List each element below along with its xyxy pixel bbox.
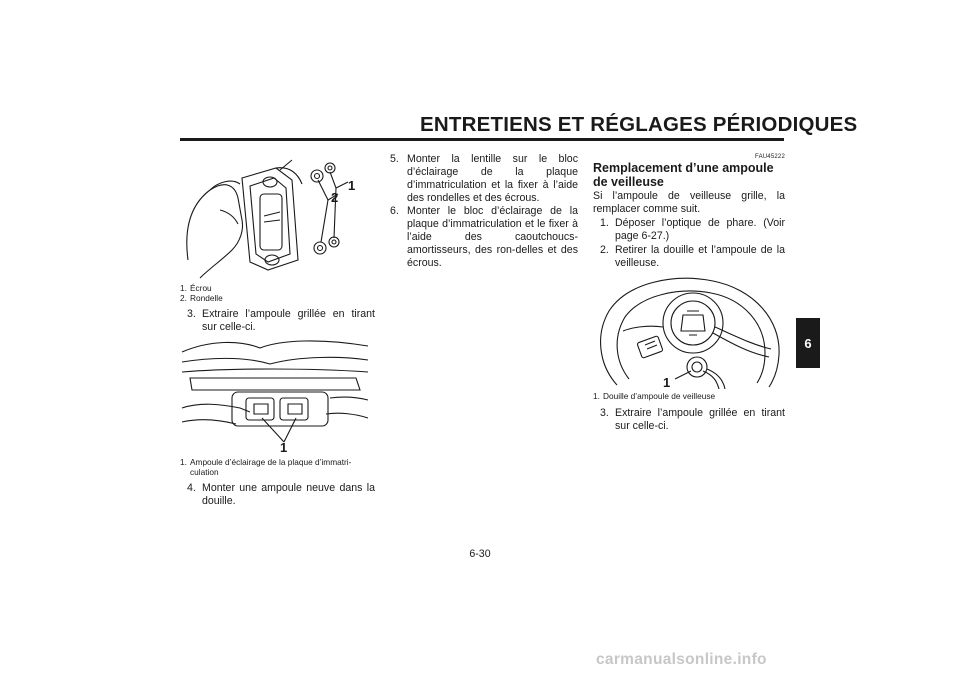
caption-item: 2. Rondelle [180,293,223,303]
left-column [180,150,375,508]
callout-1: 1 [348,178,356,193]
step-item: 6. Monter le bloc d’éclairage de la plaque d’immatriculation et le fixer à l’aide des caoutchoucs-amortisseurs, des ron-delles et des écrous. [390,205,578,269]
step-item: 4. Monter une ampoule neuve dans la douille. [187,482,375,507]
position-light-illustration [593,275,783,389]
callout-1: 1 [663,375,671,389]
step-item: 5. Monter la lentille sur le bloc d’éclairage de la plaque d’immatriculation et la fixer à l’aide des rondelles et des écrous. [390,153,578,204]
header-rule [180,138,784,141]
figure2-caption [180,457,362,477]
caption-item: 1. Douille d’ampoule de veilleuse [593,391,716,401]
section-title: Remplacement d’une ampoule de veilleuse [593,161,774,189]
caption-item: 1. Ampoule d’éclairage de la plaque d’immatri-culation [180,457,352,477]
chapter-tab[interactable]: 6 [796,318,820,368]
right-column [593,153,785,433]
watermark: carmanualsonline.info [596,651,767,668]
license-light-bulb-figure [180,338,370,455]
figure1-caption [180,283,375,303]
middle-column [390,153,578,270]
step-item: 2. Retirer la douille et l’ampoule de la veilleuse. [600,244,785,269]
page-title: ENTRETIENS ET RÉGLAGES PÉRIODIQUES [420,113,858,136]
caption-item: 1. Écrou [180,283,212,293]
reference-code: FAU45222 [755,154,785,160]
step-item: 3. Extraire l’ampoule grillée en tirant sur celle-ci. [600,407,785,432]
page-number: 6-30 [469,548,491,560]
callout-1: 1 [280,440,288,455]
callout-2: 2 [331,190,339,205]
step-item: 1. Déposer l’optique de phare. (Voir page 6-27.) [600,217,785,242]
license-light-lens-illustration [180,150,370,283]
figure3-caption [593,391,785,401]
step-item: 3. Extraire l’ampoule grillée en tirant sur celle-ci. [187,308,375,333]
license-light-bulb-illustration [180,338,370,455]
position-light-figure [593,275,783,389]
section-intro: Si l’ampoule de veilleuse grille, la remplacer comme suit. [593,190,785,215]
license-light-lens-figure [180,150,370,283]
